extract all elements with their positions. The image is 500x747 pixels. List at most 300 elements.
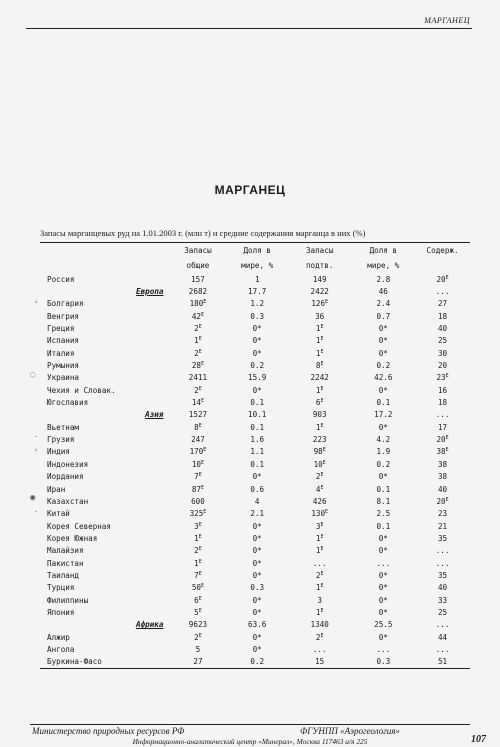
- table-row: [40, 569, 470, 581]
- cell-value: 0*: [252, 324, 262, 334]
- cell-c1: [169, 471, 226, 483]
- cell-value: 0*: [252, 558, 262, 568]
- cell-c1: [169, 396, 226, 408]
- row-label: Казахстан: [47, 496, 89, 506]
- row-label: Румыния: [47, 361, 80, 371]
- cell-value: 0*: [252, 533, 262, 543]
- header-total-reserves-2: общие: [186, 261, 210, 270]
- cell-value: 25: [437, 607, 448, 617]
- cell-value: 0*: [252, 385, 262, 395]
- cell-value: 27: [437, 299, 448, 309]
- table-bottom-rule: [40, 668, 470, 669]
- cell-c3: [288, 483, 352, 495]
- cell-c2: [226, 471, 287, 483]
- cell-c2: [226, 310, 287, 322]
- row-label: Вьетнам: [47, 422, 80, 432]
- cell-c2: [226, 631, 287, 643]
- estimate-superscript: Е: [201, 361, 205, 368]
- cell-value: 0.6: [250, 484, 265, 494]
- cell-c3: [288, 285, 352, 297]
- footer-organization: ФГУНПП «Аэрогеология»: [300, 726, 400, 736]
- cell-value: ...: [435, 410, 450, 420]
- country-name-cell: [40, 335, 169, 347]
- cell-value: 0*: [378, 570, 388, 580]
- cell-c1: [169, 631, 226, 643]
- cell-value: 9623: [188, 620, 208, 630]
- cell-value: 903: [312, 410, 327, 420]
- cell-value: 0.1: [250, 398, 265, 408]
- estimate-superscript: Е: [198, 607, 202, 614]
- cell-value: 0*: [252, 644, 262, 654]
- cell-c4: [352, 322, 416, 334]
- estimate-superscript: Е: [320, 583, 324, 590]
- row-label: Алжир: [47, 632, 70, 642]
- estimate-superscript: Е: [198, 632, 202, 639]
- cell-value: 223: [312, 435, 327, 445]
- country-name-cell: [40, 594, 169, 606]
- table-row: [40, 483, 470, 495]
- cell-value: 38: [437, 459, 448, 469]
- cell-value: 16: [437, 385, 448, 395]
- cell-c3: [288, 372, 352, 384]
- cell-value: 25: [437, 336, 448, 346]
- cell-c5: [415, 520, 470, 532]
- cell-value: 20: [437, 361, 448, 371]
- country-name-cell: [40, 631, 169, 643]
- cell-c1: [169, 347, 226, 359]
- cell-c1: [169, 582, 226, 594]
- cell-value: 33: [437, 595, 448, 605]
- cell-c4: [352, 471, 416, 483]
- cell-c3: [288, 520, 352, 532]
- cell-value: 0*: [378, 472, 388, 482]
- country-name-cell: [40, 458, 169, 470]
- table-row: [40, 520, 470, 532]
- region-label: Азия: [145, 410, 164, 420]
- cell-value: 1: [315, 324, 321, 334]
- cell-value: ...: [435, 644, 450, 654]
- cell-c5: [415, 285, 470, 297]
- country-name-cell: [40, 322, 169, 334]
- cell-c3: [288, 310, 352, 322]
- header-world-share-proven-2: мире, %: [367, 261, 400, 270]
- table-row: [40, 322, 470, 334]
- estimate-superscript: Е: [320, 632, 324, 639]
- country-name-cell: [34, 445, 169, 458]
- cell-value: 4: [254, 496, 260, 506]
- table-row: [40, 606, 470, 618]
- cell-value: 17: [437, 422, 448, 432]
- cell-value: 0*: [252, 595, 262, 605]
- row-label: Грузия: [47, 435, 75, 445]
- cell-value: 38: [437, 472, 448, 482]
- cell-value: ...: [435, 287, 450, 297]
- cell-value: 6: [194, 595, 199, 605]
- cell-c4: [352, 335, 416, 347]
- cell-c4: [352, 446, 416, 458]
- row-label: Корея Северная: [47, 521, 112, 531]
- cell-c5: [415, 347, 470, 359]
- table-row: [40, 347, 470, 359]
- row-label: Италия: [47, 348, 75, 358]
- region-name-cell: [40, 619, 169, 631]
- cell-c2: [226, 396, 287, 408]
- cell-c5: [415, 508, 470, 520]
- cell-c2: [226, 582, 287, 594]
- table-row: [40, 372, 470, 384]
- cell-c3: [288, 396, 352, 408]
- cell-c5: [415, 433, 470, 445]
- cell-value: 1: [254, 274, 260, 284]
- cell-value: 42.6: [374, 373, 393, 383]
- cell-c4: [352, 569, 416, 581]
- country-name-cell: [40, 532, 169, 544]
- cell-value: 17.7: [248, 287, 267, 297]
- cell-c4: [352, 273, 416, 285]
- cell-c1: [169, 495, 226, 507]
- estimate-superscript: Е: [198, 533, 202, 540]
- cell-value: ...: [435, 620, 450, 630]
- cell-value: ...: [312, 558, 327, 568]
- reserves-table: [30, 243, 470, 668]
- table-header-row-2: [40, 258, 470, 273]
- cell-value: 3: [315, 521, 321, 531]
- cell-c4: [352, 545, 416, 557]
- cell-c3: [288, 273, 352, 285]
- cell-c3: [288, 656, 352, 668]
- cell-c1: [169, 569, 226, 581]
- cell-value: 10: [191, 459, 202, 469]
- cell-value: 2.1: [250, 509, 265, 519]
- cell-value: 426: [312, 496, 327, 506]
- cell-c2: [226, 421, 287, 433]
- estimate-superscript: Е: [198, 385, 202, 392]
- cell-c5: [415, 322, 470, 334]
- cell-value: 2411: [188, 373, 208, 383]
- cell-value: 0.1: [376, 484, 391, 494]
- cell-value: 27: [193, 657, 203, 667]
- cell-c4: [352, 310, 416, 322]
- reserves-table-container: [30, 242, 470, 669]
- estimate-superscript: Е: [198, 546, 202, 553]
- cell-value: 1: [315, 533, 321, 543]
- cell-c3: [288, 582, 352, 594]
- cell-c2: [226, 557, 287, 569]
- cell-value: 2.8: [376, 274, 391, 284]
- cell-c4: [352, 619, 416, 631]
- estimate-superscript: Е: [445, 447, 449, 454]
- estimate-superscript: Е: [201, 459, 205, 466]
- margin-annotation-mark: ›: [34, 445, 39, 454]
- cell-value: 38: [436, 447, 446, 457]
- cell-value: 2682: [188, 287, 208, 297]
- cell-c2: [226, 508, 287, 520]
- cell-value: 3: [317, 595, 322, 605]
- estimate-superscript: Е: [320, 361, 324, 368]
- cell-c2: [226, 594, 287, 606]
- cell-value: 17.2: [374, 410, 393, 420]
- cell-c2: [226, 347, 287, 359]
- cell-c4: [352, 347, 416, 359]
- cell-c1: [169, 433, 226, 445]
- cell-c5: [415, 656, 470, 668]
- cell-value: 18: [437, 311, 448, 321]
- cell-c4: [352, 631, 416, 643]
- cell-value: 0*: [378, 583, 388, 593]
- footer-address: Информационно-аналитический центр «Минерал», Москва 117463 а/я 225: [132, 737, 368, 746]
- cell-value: 4.2: [376, 435, 391, 445]
- cell-value: 1: [194, 558, 199, 568]
- footer-rule: [30, 724, 470, 725]
- row-label: Испания: [47, 336, 80, 346]
- cell-value: 50: [191, 583, 202, 593]
- table-row: [40, 396, 470, 408]
- cell-value: 1.9: [376, 447, 391, 457]
- cell-value: ...: [376, 558, 391, 568]
- country-name-cell: [40, 310, 169, 322]
- estimate-superscript: Е: [320, 385, 324, 392]
- table-row: [40, 643, 470, 655]
- estimate-superscript: Е: [322, 459, 326, 466]
- cell-c3: [288, 359, 352, 371]
- cell-c5: [415, 359, 470, 371]
- table-row: [40, 582, 470, 594]
- cell-c3: [288, 433, 352, 445]
- margin-annotation-mark: ◉: [30, 493, 36, 504]
- region-row: [40, 409, 470, 421]
- estimate-superscript: Е: [198, 595, 202, 602]
- row-label: Венгрия: [47, 311, 80, 321]
- cell-value: ...: [435, 546, 450, 556]
- region-name-cell: [40, 409, 169, 421]
- cell-value: 2422: [310, 287, 329, 297]
- cell-c1: [169, 545, 226, 557]
- country-name-cell: [40, 656, 169, 668]
- cell-c4: [352, 285, 416, 297]
- cell-value: 157: [191, 274, 205, 284]
- cell-c4: [352, 409, 416, 421]
- header-name: [40, 243, 169, 258]
- table-row: [40, 557, 470, 569]
- header-proven-reserves: Запасы: [305, 246, 334, 255]
- cell-value: 2: [194, 546, 199, 556]
- region-row: [40, 285, 470, 297]
- estimate-superscript: Е: [320, 422, 324, 429]
- cell-value: 3: [194, 521, 199, 531]
- row-label: Индия: [47, 447, 70, 457]
- row-label: Таиланд: [47, 570, 80, 580]
- region-label: Европа: [136, 287, 164, 297]
- cell-value: 8: [194, 422, 199, 432]
- row-label: Япония: [47, 607, 75, 617]
- cell-value: 42: [191, 311, 202, 321]
- cell-value: 0*: [252, 546, 262, 556]
- cell-c1: [169, 285, 226, 297]
- country-name-cell: [40, 359, 169, 371]
- cell-value: 325: [189, 509, 204, 519]
- cell-value: 2: [194, 324, 199, 334]
- header-world-share-proven: Доля в: [369, 246, 398, 255]
- cell-c5: [415, 396, 470, 408]
- estimate-superscript: Е: [320, 324, 324, 331]
- cell-c5: [415, 310, 470, 322]
- estimate-superscript: Е: [320, 484, 324, 491]
- cell-value: 0.1: [250, 422, 265, 432]
- cell-c5: [415, 372, 470, 384]
- cell-c1: [169, 557, 226, 569]
- region-row: [40, 619, 470, 631]
- cell-c2: [226, 520, 287, 532]
- row-label: Ангола: [47, 644, 75, 654]
- country-name-cell: [30, 369, 169, 384]
- cell-c4: [352, 582, 416, 594]
- cell-c5: [415, 569, 470, 581]
- country-name-cell: [40, 421, 169, 433]
- estimate-superscript: Е: [320, 570, 324, 577]
- country-name-cell: [40, 569, 169, 581]
- cell-c2: [226, 273, 287, 285]
- estimate-superscript: Е: [201, 583, 205, 590]
- region-name-cell: [40, 285, 169, 297]
- table-row: [40, 446, 470, 458]
- cell-c3: [288, 335, 352, 347]
- cell-c3: [288, 557, 352, 569]
- cell-c4: [352, 359, 416, 371]
- cell-c5: [415, 384, 470, 396]
- cell-value: 5: [195, 644, 201, 654]
- page-title: МАРГАНЕЦ: [214, 183, 286, 197]
- cell-value: 0*: [252, 336, 262, 346]
- cell-c5: [415, 495, 470, 507]
- estimate-superscript: Е: [445, 373, 449, 380]
- cell-c2: [226, 446, 287, 458]
- cell-c5: [415, 532, 470, 544]
- cell-value: 0.2: [376, 459, 391, 469]
- table-row: [40, 310, 470, 322]
- cell-c4: [352, 532, 416, 544]
- cell-c1: [169, 532, 226, 544]
- table-row: [40, 298, 470, 310]
- cell-c1: [169, 446, 226, 458]
- row-label: Китай: [47, 509, 70, 519]
- cell-c5: [415, 298, 470, 310]
- estimate-superscript: Е: [320, 607, 324, 614]
- estimate-superscript: Е: [320, 472, 324, 479]
- cell-c5: [415, 471, 470, 483]
- table-row: [40, 532, 470, 544]
- cell-c1: [169, 372, 226, 384]
- row-label: Иордания: [47, 472, 84, 482]
- cell-value: 2: [194, 348, 199, 358]
- cell-c2: [226, 569, 287, 581]
- row-label: Индонезия: [47, 459, 89, 469]
- cell-c3: [288, 508, 352, 520]
- cell-c3: [288, 569, 352, 581]
- cell-value: 1: [315, 422, 321, 432]
- cell-value: 20: [436, 274, 446, 284]
- cell-c5: [415, 631, 470, 643]
- cell-value: 10: [313, 459, 323, 469]
- cell-value: 2.4: [376, 299, 391, 309]
- cell-c4: [352, 508, 416, 520]
- cell-c3: [288, 606, 352, 618]
- estimate-superscript: Е: [322, 447, 326, 454]
- cell-value: 8: [315, 361, 321, 371]
- cell-c2: [226, 298, 287, 310]
- row-label: Корея Южная: [47, 533, 98, 543]
- cell-value: 1.2: [250, 299, 265, 309]
- cell-value: 247: [191, 435, 205, 445]
- cell-c1: [169, 384, 226, 396]
- cell-c4: [352, 458, 416, 470]
- cell-c5: [415, 446, 470, 458]
- cell-value: 87: [191, 484, 202, 494]
- estimate-superscript: Е: [320, 398, 324, 405]
- cell-value: 20: [436, 435, 446, 445]
- estimate-superscript: Е: [203, 447, 207, 454]
- country-name-cell: [40, 347, 169, 359]
- cell-value: 0*: [378, 632, 388, 642]
- cell-c1: [169, 322, 226, 334]
- margin-annotation-mark: ›: [34, 297, 39, 306]
- cell-value: 35: [437, 533, 448, 543]
- cell-c2: [226, 359, 287, 371]
- cell-value: 23: [437, 509, 448, 519]
- cell-value: 1340: [310, 620, 329, 630]
- cell-value: 46: [378, 287, 388, 297]
- cell-c5: [415, 409, 470, 421]
- cell-value: 1: [315, 607, 321, 617]
- cell-c3: [288, 298, 352, 310]
- cell-value: 0*: [378, 348, 388, 358]
- estimate-superscript: Е: [445, 496, 449, 503]
- cell-value: 0*: [378, 533, 388, 543]
- cell-value: 21: [437, 521, 448, 531]
- cell-c5: [415, 421, 470, 433]
- cell-c1: [169, 359, 226, 371]
- estimate-superscript: Е: [198, 336, 202, 343]
- cell-value: 10.1: [248, 410, 267, 420]
- cell-c2: [226, 545, 287, 557]
- cell-c4: [352, 384, 416, 396]
- cell-value: 35: [437, 570, 448, 580]
- row-label: Болгария: [47, 299, 84, 309]
- cell-c3: [288, 458, 352, 470]
- estimate-superscript: Е: [201, 398, 205, 405]
- margin-annotation-mark: ◌: [30, 369, 36, 380]
- table-caption: Запасы марганцевых руд на 1.01.2003 г. (млн т) и средние содержания марганца в них (%): [40, 228, 366, 238]
- cell-c4: [352, 656, 416, 668]
- cell-c1: [169, 273, 226, 285]
- row-label: Турция: [47, 583, 75, 593]
- country-name-cell: [40, 643, 169, 655]
- cell-c4: [352, 483, 416, 495]
- country-name-cell: [40, 520, 169, 532]
- header-proven-reserves-2: подтв.: [305, 261, 334, 270]
- cell-value: 18: [437, 398, 448, 408]
- cell-c3: [288, 495, 352, 507]
- header-content-2: [415, 258, 470, 273]
- table-header-row-1: [40, 243, 470, 258]
- cell-value: 0.3: [250, 311, 265, 321]
- cell-c4: [352, 495, 416, 507]
- cell-value: 0*: [378, 336, 388, 346]
- row-label: Украина: [47, 373, 80, 383]
- cell-c4: [352, 433, 416, 445]
- cell-value: 0.1: [376, 521, 391, 531]
- cell-c1: [169, 458, 226, 470]
- cell-c1: [169, 619, 226, 631]
